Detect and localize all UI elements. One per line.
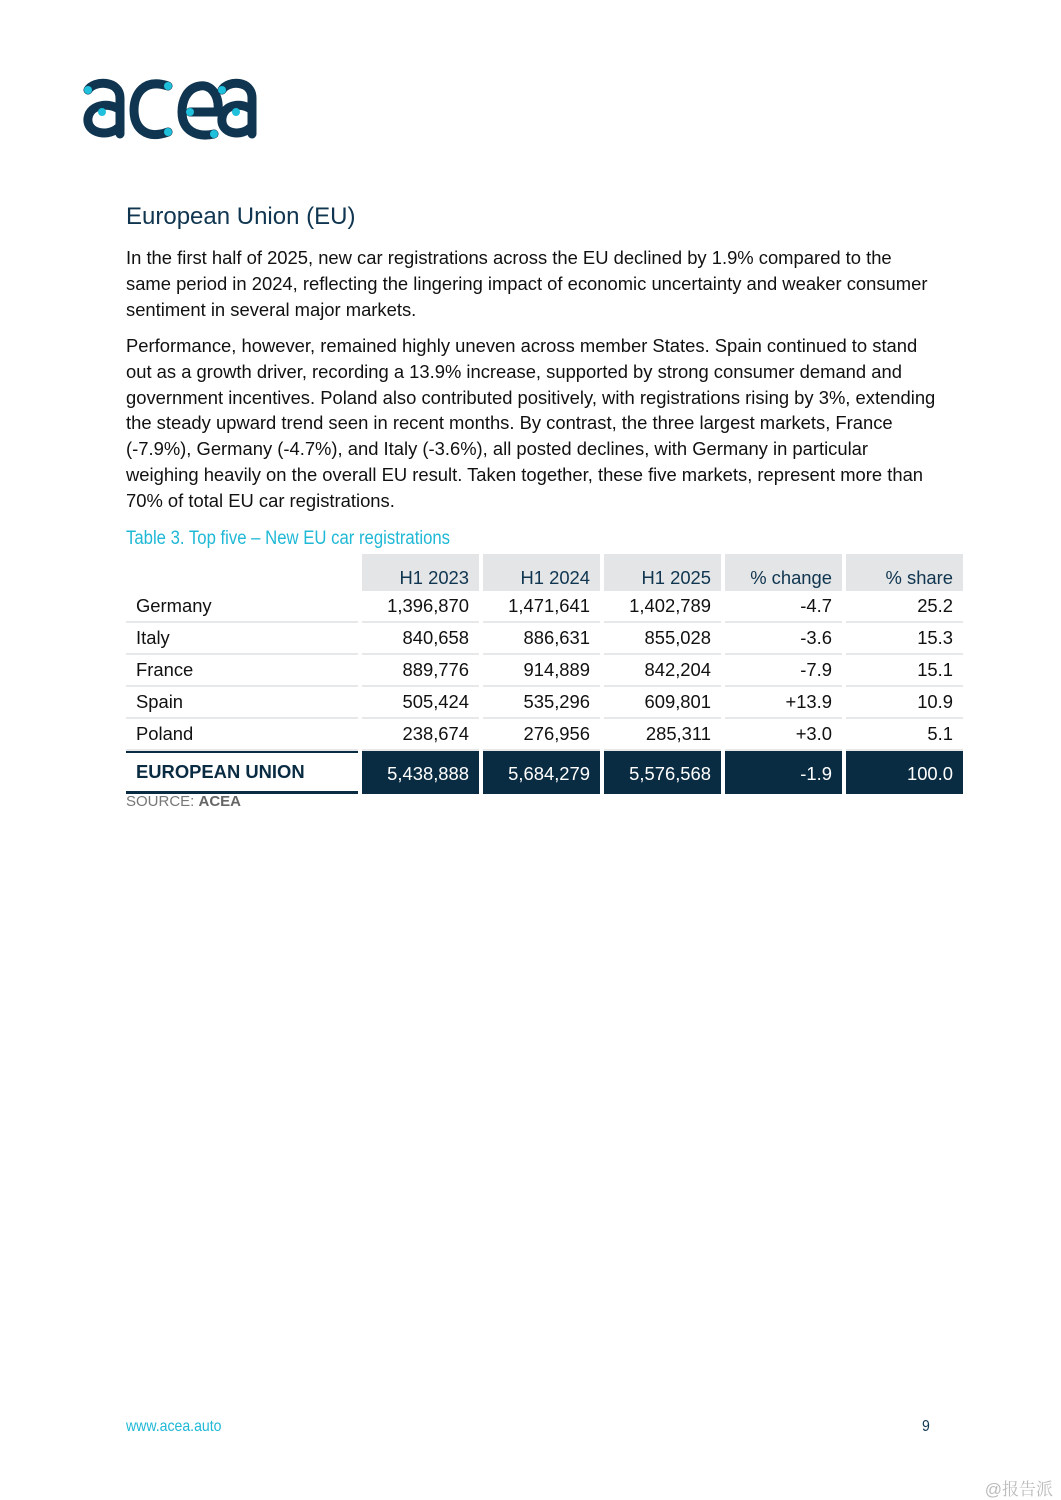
acea-logo-mark (80, 72, 260, 144)
header-h1-2024: H1 2024 (483, 554, 600, 591)
value-pct-change: -4.7 (725, 591, 842, 623)
value-pct-change: +3.0 (725, 719, 842, 751)
value-pct-share: 10.9 (846, 687, 963, 719)
source-label: SOURCE: (126, 793, 199, 810)
country-name: Germany (126, 591, 358, 623)
value-h1-2025: 842,204 (604, 655, 721, 687)
value-pct-share: 15.3 (846, 623, 963, 655)
total-h1-2024: 5,684,279 (483, 751, 600, 794)
value-h1-2024: 535,296 (483, 687, 600, 719)
value-h1-2024: 1,471,641 (483, 591, 600, 623)
table-header-row (126, 554, 963, 591)
total-label: EUROPEAN UNION (126, 751, 358, 794)
total-h1-2025: 5,576,568 (604, 751, 721, 794)
country-name: France (126, 655, 358, 687)
table-row (126, 687, 963, 719)
registrations-table (122, 554, 967, 794)
header-pct-share: % share (846, 554, 963, 591)
paragraph-summary: In the first half of 2025, new car registrations across the EU declined by 1.9% compared to the same period in 2024, reflecting the lingering impact of economic uncertainty and weaker consumer sentiment in several major markets. (126, 247, 928, 320)
page-number: 9 (922, 1418, 930, 1435)
table-row (126, 591, 963, 623)
total-pct-share: 100.0 (846, 751, 963, 794)
country-name: Spain (126, 687, 358, 719)
value-h1-2025: 1,402,789 (604, 591, 721, 623)
value-h1-2023: 238,674 (362, 719, 479, 751)
total-h1-2023: 5,438,888 (362, 751, 479, 794)
table-row (126, 623, 963, 655)
value-h1-2023: 889,776 (362, 655, 479, 687)
value-pct-change: -7.9 (725, 655, 842, 687)
footer-website-link[interactable]: www.acea.auto (126, 1418, 222, 1435)
table-row (126, 655, 963, 687)
header-blank (126, 554, 358, 591)
value-h1-2024: 276,956 (483, 719, 600, 751)
value-h1-2025: 855,028 (604, 623, 721, 655)
value-h1-2025: 609,801 (604, 687, 721, 719)
value-pct-share: 15.1 (846, 655, 963, 687)
table-caption: Table 3. Top five – New EU car registrations (126, 528, 451, 549)
header-h1-2023: H1 2023 (362, 554, 479, 591)
country-name: Italy (126, 623, 358, 655)
value-h1-2025: 285,311 (604, 719, 721, 751)
source-value: ACEA (198, 793, 242, 810)
table-total-row (126, 751, 963, 794)
country-name: Poland (126, 719, 358, 751)
value-h1-2024: 914,889 (483, 655, 600, 687)
paragraph-performance: Performance, however, remained highly uneven across member States. Spain continued to stand out as a growth driver, recording a 13.9% increase, supported by strong consumer demand and government incentives. Poland also contributed positively, with registrations rising by 3%, extending the steady upward trend seen in recent months. By contrast, the three largest markets, France (-7.9%), Germany (-4.7%), and Italy (-3.6%), all posted declines, with Germany in particular weighing heavily on the overall EU result. Taken together, these five markets, represent more than 70% of total EU car registrations. (126, 335, 936, 511)
total-pct-change: -1.9 (725, 751, 842, 794)
acea-logo (80, 72, 260, 144)
value-pct-share: 5.1 (846, 719, 963, 751)
value-pct-change: +13.9 (725, 687, 842, 719)
table-row (126, 719, 963, 751)
header-h1-2025: H1 2025 (604, 554, 721, 591)
header-pct-change: % change (725, 554, 842, 591)
value-h1-2023: 505,424 (362, 687, 479, 719)
value-pct-share: 25.2 (846, 591, 963, 623)
value-h1-2024: 886,631 (483, 623, 600, 655)
value-h1-2023: 1,396,870 (362, 591, 479, 623)
section-heading: European Union (EU) (126, 203, 356, 230)
value-h1-2023: 840,658 (362, 623, 479, 655)
table-source (126, 793, 241, 810)
value-pct-change: -3.6 (725, 623, 842, 655)
watermark: @报告派 (984, 1480, 1053, 1499)
